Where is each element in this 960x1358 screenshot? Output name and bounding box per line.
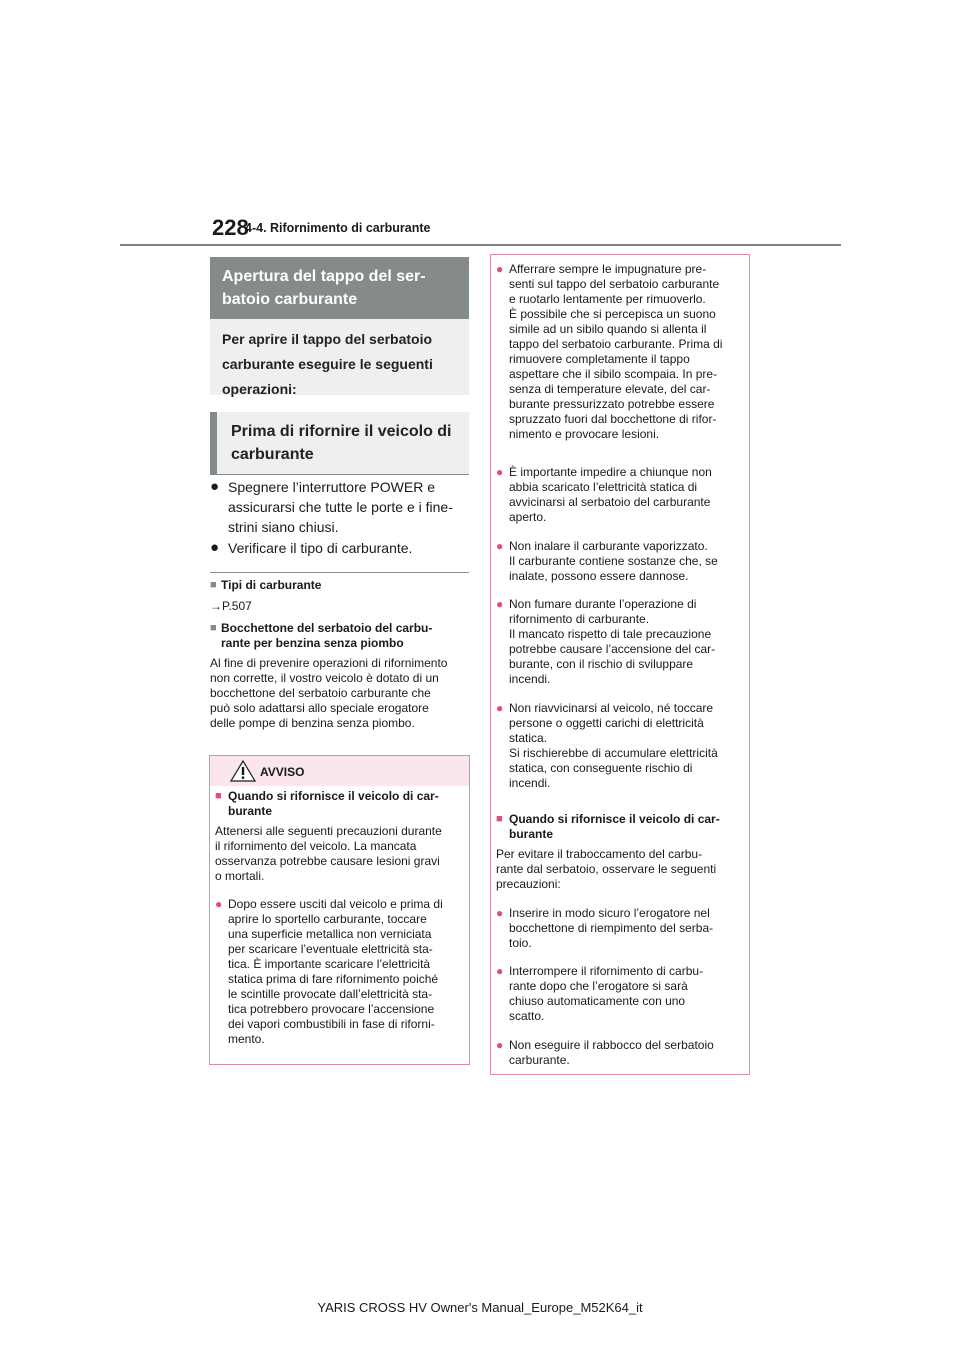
list-item: ● È importante impedire a chiunque non abbia scaricato l’elettricità statica di avvicinarsi al serbatoio del carburante aperto. [496, 465, 712, 524]
square-bullet-icon: ■ [496, 813, 503, 825]
refuel-text: Per evitare il traboccamento del carbu- rante dal serbatoio, osservare le seguenti precauzioni: [496, 847, 717, 891]
list-item: ● Non riavvicinarsi al veicolo, né toccare persone o oggetti carichi di elettricità statica. Si rischierebbe di accumulare elettricità statica, con conseguente rischio di incendi. [496, 701, 718, 790]
bullet-dot-icon: ● [210, 478, 220, 495]
square-bullet-icon: ■ [210, 622, 217, 634]
bullet-dot-icon: ● [496, 465, 504, 479]
square-bullet-icon: ■ [215, 790, 222, 802]
warning-box-continued [490, 254, 750, 1075]
list-item: ● Non inalare il carburante vaporizzato. Il carburante contiene sostanze che, se inalate, possono essere dannose. [496, 539, 718, 583]
filler-text: Al fine di prevenire operazioni di rifornimento non corrette, il vostro veicolo è dotato di un bocchettone del serbatoio carburante che può solo adattarsi allo speciale erogatore delle pompe di benzina senza piombo. [210, 656, 448, 730]
fuel-types-heading: ■ Tipi di carburante [210, 578, 322, 592]
warning-title-bar [210, 756, 469, 786]
list-item: ● Interrompere il rifornimento di carbu- rante dopo che l’erogatore si sarà chiuso automaticamente con uno scatto. [496, 964, 704, 1023]
warning-box [209, 755, 470, 1065]
bullet-dot-icon: ● [496, 539, 504, 553]
bullet-dot-icon: ● [215, 897, 223, 911]
subsection-title: Prima di rifornire il veicolo di carburante [210, 412, 469, 475]
bullet-dot-icon: ● [496, 1038, 504, 1052]
fuel-types-reference[interactable]: →P.507 [210, 599, 252, 613]
warning-triangle-icon [230, 760, 256, 782]
section-title: Apertura del tappo del ser- batoio carburante [210, 257, 469, 319]
bullet-dot-icon: ● [496, 964, 504, 978]
bullet-dot-icon: ● [496, 906, 504, 920]
bullet-dot-icon: ● [496, 262, 504, 276]
chapter-title: 4-4. Rifornimento di carburante [245, 221, 431, 235]
divider [210, 572, 469, 573]
list-item: ● Spegnere l’interruttore POWER e assicurarsi che tutte le porte e i fine- strini siano chiusi. [210, 478, 453, 535]
page-number: 228 [212, 215, 249, 240]
list-item: ● Non fumare durante l’operazione di rifornimento di carburante. Il mancato rispetto di tale precauzione potrebbe causare l’accensione del car- burante, con il rischio di sviluppare incendi. [496, 597, 716, 686]
square-bullet-icon: ■ [210, 579, 217, 591]
list-item: ● Afferrare sempre le impugnature pre- senti sul tappo del serbatoio carburante e ruotarlo lentamente per rimuoverlo. È possibile che si percepisca un suono simile ad un sibilo quando si allenta il tappo del serbatoio carburante. Prima di rimuovere completamente il tappo aspettare che il sibilo scompaia. In pre- senza di temperature elevate, del car- burante pressurizzato potrebbe essere spruzzato fuori dal bocchettone di rifor- nimento e provocare lesioni. [496, 262, 723, 441]
bullet-dot-icon: ● [496, 701, 504, 715]
refuel-heading: ■ Quando si rifornisce il veicolo di car- burante [496, 812, 720, 841]
bullet-dot-icon: ● [496, 597, 504, 611]
filler-heading: ■ Bocchettone del serbatoio del carbu- rante per benzina senza piombo [210, 621, 433, 650]
bullet-dot-icon: ● [210, 539, 220, 556]
intro-box: Per aprire il tappo del serbatoio carburante eseguire le seguenti operazioni: [210, 319, 469, 395]
warning-heading: ■ Quando si rifornisce il veicolo di car- burante [215, 789, 439, 818]
warning-text: Attenersi alle seguenti precauzioni durante il rifornimento del veicolo. La mancata osservanza potrebbe causare lesioni gravi o mortali. [215, 824, 442, 883]
list-item: ● Dopo essere usciti dal veicolo e prima di aprire lo sportello carburante, toccare una superficie metallica non verniciata per scaricare l’eventuale elettricità sta- tica. È importante scaricare l’elettricità statica prima di fare rifornimento poiché le scintille provocate dall’elettricità sta- tica potrebbero provocare l’accensione dei vapori combustibili in fase di riforni- mento. [215, 897, 443, 1046]
footer: YARIS CROSS HV Owner's Manual_Europe_M52K64_it [317, 1300, 643, 1315]
header-rule [120, 244, 841, 246]
warning-title: AVVISO [260, 765, 305, 779]
list-item: ● Non eseguire il rabbocco del serbatoio carburante. [496, 1038, 714, 1067]
list-item: ● Inserire in modo sicuro l’erogatore nel bocchettone di riempimento del serba- toio. [496, 906, 714, 950]
list-item: ● Verificare il tipo di carburante. [210, 539, 413, 556]
